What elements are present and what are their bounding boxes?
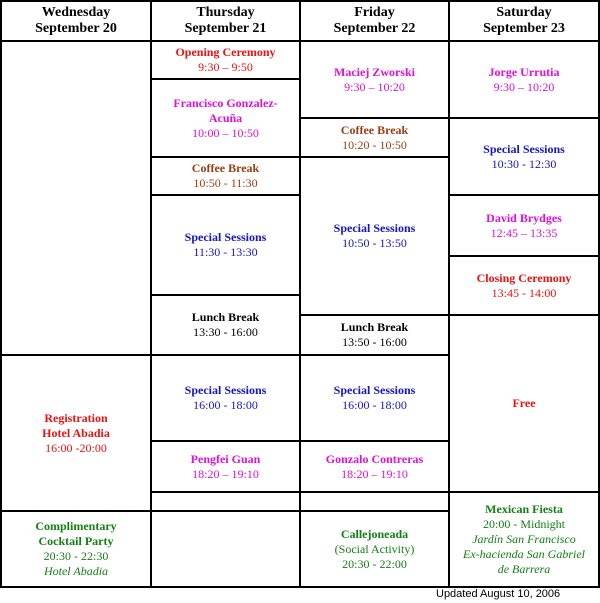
event-time: 16:00 -20:00 xyxy=(45,440,107,455)
event-time: 11:30 - 13:30 xyxy=(193,245,258,259)
fri-maciej-zworski xyxy=(301,42,448,117)
thu-divider xyxy=(150,491,301,493)
event-title: Closing Ceremony xyxy=(476,270,572,285)
event-title: Special Sessions xyxy=(184,383,267,397)
sat-special-sessions xyxy=(450,119,598,194)
event-title: Jorge Urrutia xyxy=(488,64,560,79)
event-place: Jardín San Francisco xyxy=(472,532,576,546)
header-thursday xyxy=(152,2,299,40)
event-title: Free xyxy=(512,396,536,410)
thu-opening-ceremony xyxy=(152,42,299,78)
event-title: Mexican Fiesta xyxy=(485,502,563,516)
sat-free xyxy=(450,316,598,491)
event-title: Special Sessions xyxy=(333,383,416,397)
fri-divider xyxy=(299,491,450,493)
event-time: 20:00 - Midnight xyxy=(482,517,565,531)
fri-gonzalo-contreras xyxy=(301,442,448,491)
event-time: 18:20 – 19:10 xyxy=(192,466,259,481)
thu-lunch-break xyxy=(152,296,299,354)
header-date: September 22 xyxy=(333,21,416,36)
fri-callejoneada xyxy=(301,512,448,586)
event-time: 13:50 - 16:00 xyxy=(342,335,407,349)
event-title: Lunch Break xyxy=(340,320,409,334)
thu-coffee-break xyxy=(152,158,299,194)
event-time: 10:30 - 12:30 xyxy=(491,156,557,171)
event-time: 10:50 - 11:30 xyxy=(193,176,258,190)
event-title: Pengfei Guan xyxy=(190,451,261,466)
sat-jorge-urrutia xyxy=(450,42,598,117)
event-time: 20:30 - 22:30 xyxy=(43,549,109,563)
fri-coffee-break xyxy=(301,119,448,156)
event-title: Coffee Break xyxy=(191,161,260,175)
header-day: Friday xyxy=(354,5,395,20)
event-time: 13:30 - 16:00 xyxy=(193,325,258,339)
event-time: 16:00 - 18:00 xyxy=(342,398,407,412)
thu-gonzalez-acuna xyxy=(152,80,299,156)
event-title: Special Sessions xyxy=(184,230,267,244)
header-day: Thursday xyxy=(196,5,255,20)
sat-closing-ceremony xyxy=(450,257,598,314)
header-date: September 23 xyxy=(483,21,565,36)
fri-lunch-break xyxy=(301,316,448,354)
wed-cocktail-party xyxy=(2,512,150,586)
event-place: de Barrera xyxy=(497,562,551,576)
event-title: Callejoneada xyxy=(340,526,409,541)
event-title: Opening Ceremony xyxy=(175,45,276,59)
event-time: 12:45 – 13:35 xyxy=(490,225,558,240)
thu-special-sessions-1 xyxy=(152,196,299,294)
event-title: Lunch Break xyxy=(191,310,260,324)
event-title: Hotel Abadia xyxy=(42,425,110,440)
event-place: Ex-hacienda San Gabriel xyxy=(463,547,585,561)
event-title: Maciej Zworski xyxy=(334,64,415,79)
event-title: Gonzalo Contreras xyxy=(325,451,424,466)
event-place: Hotel Abadia xyxy=(43,564,109,578)
event-title: Registration xyxy=(44,410,108,425)
fri-special-sessions-2 xyxy=(301,356,448,440)
thu-special-sessions-2 xyxy=(152,356,299,440)
fri-special-sessions-1 xyxy=(301,158,448,314)
event-time: 9:30 – 9:50 xyxy=(198,60,253,74)
event-time: 16:00 - 18:00 xyxy=(193,398,258,412)
header-date: September 20 xyxy=(35,21,117,36)
event-time: 18:20 – 19:10 xyxy=(341,466,408,481)
event-time: 13:45 - 14:00 xyxy=(491,285,557,300)
header-date: September 21 xyxy=(184,21,267,36)
event-title: Special Sessions xyxy=(333,221,416,235)
event-time: 10:50 - 13:50 xyxy=(342,236,407,250)
updated-note: Updated August 10, 2006 xyxy=(436,588,561,600)
header-wednesday xyxy=(2,2,150,40)
event-time: 10:20 - 10:50 xyxy=(342,137,407,152)
event-title: Acuña xyxy=(208,110,243,125)
event-time: 10:00 – 10:50 xyxy=(192,125,259,140)
event-title: Cocktail Party xyxy=(38,534,114,548)
event-title: Special Sessions xyxy=(483,141,565,156)
event-time: 9:30 – 10:20 xyxy=(344,79,405,94)
event-time: 20:30 - 22:00 xyxy=(342,556,407,571)
header-day: Saturday xyxy=(496,5,552,20)
thu-divider xyxy=(150,510,301,512)
header-saturday xyxy=(450,2,598,40)
header-friday xyxy=(301,2,448,40)
header-day: Wednesday xyxy=(41,5,111,20)
sat-mexican-fiesta xyxy=(450,493,598,586)
wed-registration xyxy=(2,356,150,510)
event-time: 9:30 – 10:20 xyxy=(493,79,555,94)
event-title: David Brydges xyxy=(486,210,562,225)
thu-pengfei-guan xyxy=(152,442,299,491)
event-title: Francisco Gonzalez- xyxy=(173,95,278,110)
event-title: Complimentary xyxy=(35,519,117,533)
event-title: Coffee Break xyxy=(340,122,409,137)
sat-david-brydges xyxy=(450,196,598,255)
event-subtitle: (Social Activity) xyxy=(334,541,415,556)
